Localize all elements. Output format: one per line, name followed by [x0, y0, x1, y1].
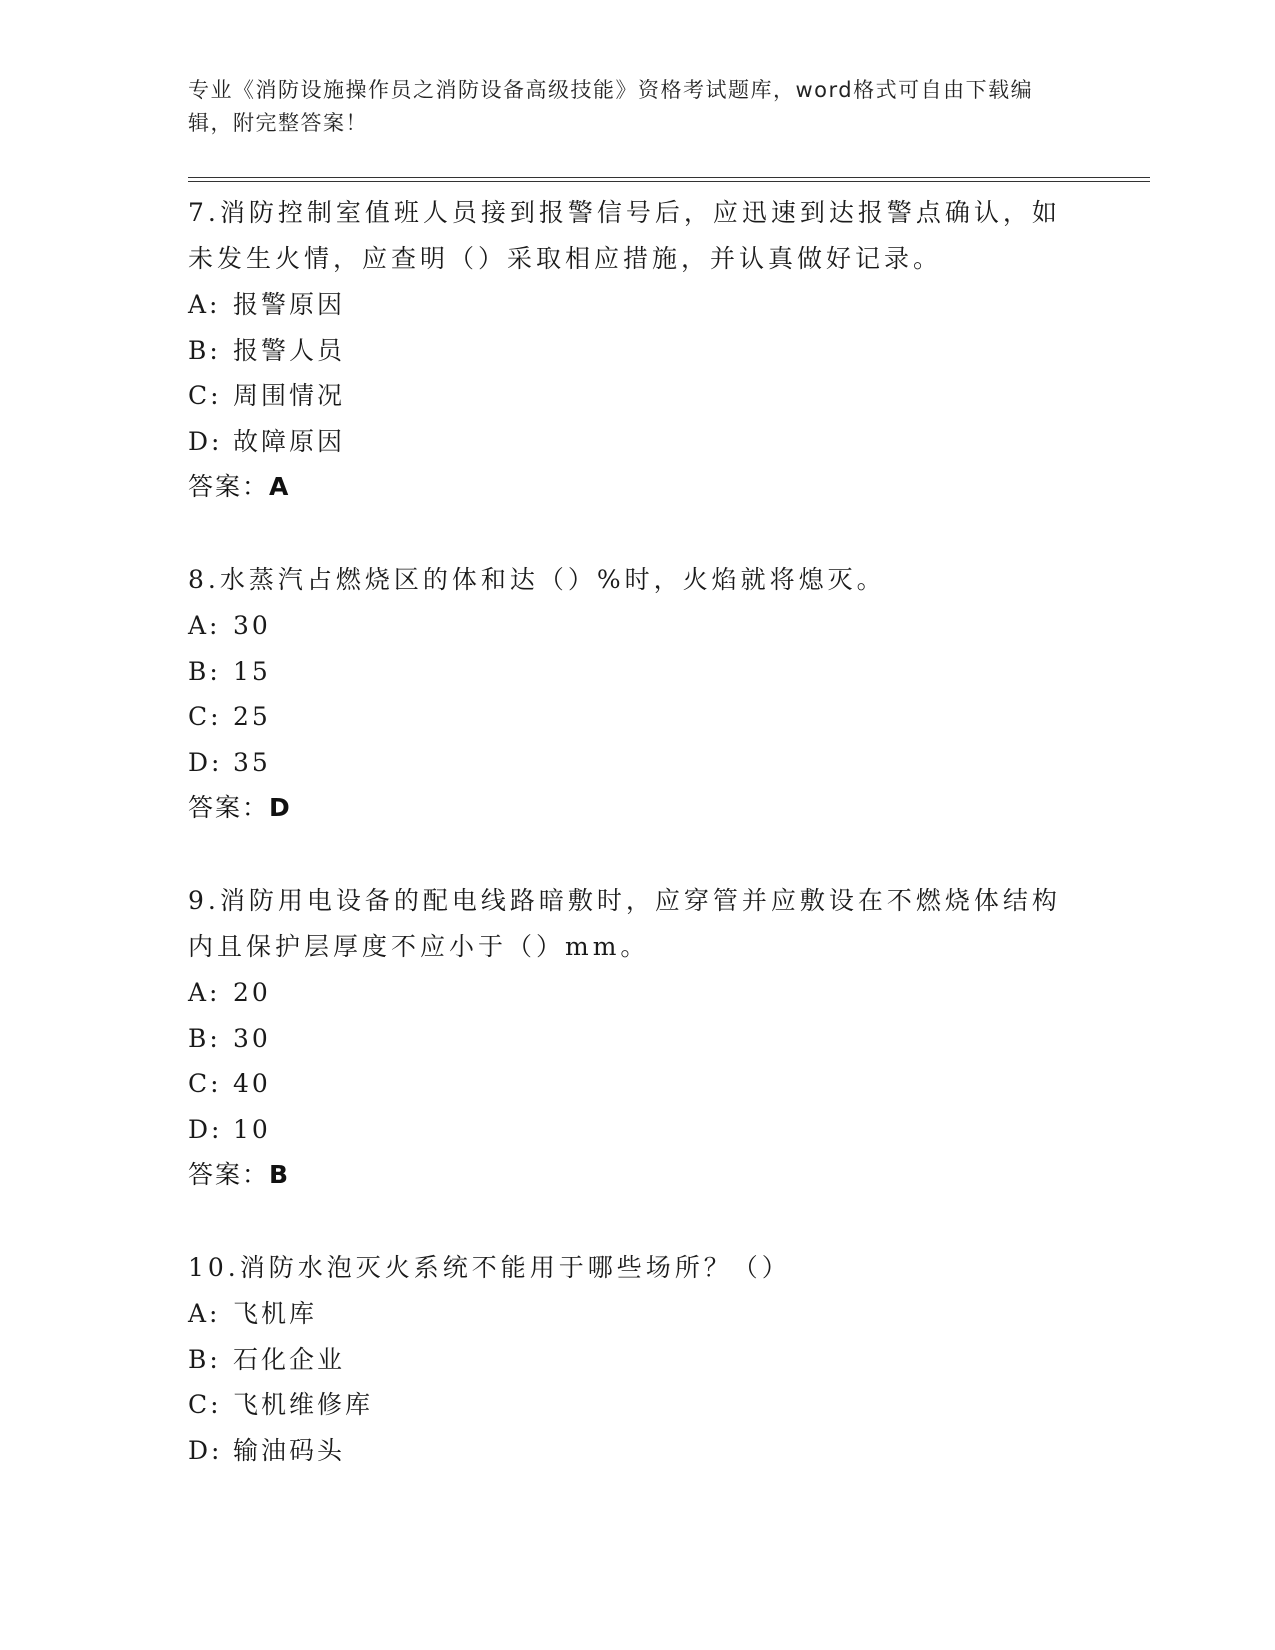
question-10 [188, 1245, 1088, 1473]
option-d [188, 419, 1088, 465]
option-a [188, 603, 1088, 649]
option-key: D: [188, 426, 223, 456]
option-text: 30 [233, 611, 271, 640]
option-key: D: [188, 1114, 223, 1144]
option-text: 10 [233, 1114, 271, 1144]
question-stem: 9.消防用电设备的配电线路暗敷时，应穿管并应敷设在不燃烧体结构内且保护层厚度不应小于（）mm。 [188, 886, 1061, 961]
option-key: D: [188, 747, 223, 777]
question-stem: 7.消防控制室值班人员接到报警信号后，应迅速到达报警点确认，如未发生火情，应查明（）采取相应措施，并认真做好记录。 [188, 198, 1061, 273]
option-c [188, 694, 1088, 740]
question-stem: 8.水蒸汽占燃烧区的体和达（）%时，火焰就将熄灭。 [188, 565, 886, 594]
option-text: 20 [233, 978, 271, 1007]
question-list [188, 190, 1088, 1521]
answer-line [188, 464, 1088, 509]
answer-value: D [269, 793, 292, 822]
option-key: A: [188, 611, 221, 640]
question-8 [188, 557, 1088, 830]
question-7 [188, 190, 1088, 509]
answer-line [188, 1152, 1088, 1197]
option-text: 15 [233, 656, 271, 686]
option-d [188, 1107, 1088, 1153]
option-text: 输油码头 [233, 1435, 346, 1465]
option-key: D: [188, 1435, 223, 1465]
option-d [188, 1428, 1088, 1474]
answer-value: A [269, 472, 291, 501]
option-key: C: [188, 381, 222, 410]
option-b [188, 1016, 1088, 1062]
answer-value: B [269, 1160, 291, 1189]
option-text: 石化企业 [233, 1344, 346, 1374]
option-b [188, 328, 1088, 374]
option-a [188, 282, 1088, 328]
option-text: 30 [233, 1023, 271, 1053]
option-d [188, 740, 1088, 786]
question-9 [188, 878, 1088, 1197]
option-text: 故障原因 [233, 426, 346, 456]
option-b [188, 1337, 1088, 1383]
option-a [188, 1291, 1088, 1337]
option-text: 25 [233, 702, 271, 731]
option-c [188, 1061, 1088, 1107]
question-stem: 10.消防水泡灭火系统不能用于哪些场所？（） [188, 1253, 791, 1282]
option-key: A: [188, 978, 221, 1007]
option-text: 飞机库 [233, 1299, 318, 1328]
option-key: B: [188, 1344, 221, 1374]
answer-line [188, 785, 1088, 830]
option-b [188, 649, 1088, 695]
option-text: 报警人员 [233, 335, 346, 365]
answer-label: 答案： [188, 472, 270, 501]
answer-label: 答案： [188, 1160, 270, 1189]
option-c [188, 373, 1088, 419]
option-key: A: [188, 290, 221, 319]
header-divider-bottom [188, 181, 1150, 182]
option-key: A: [188, 1299, 221, 1328]
answer-label: 答案： [188, 793, 270, 822]
option-key: B: [188, 656, 221, 686]
option-key: B: [188, 1023, 221, 1053]
option-text: 报警原因 [233, 290, 346, 319]
header-divider-top [188, 177, 1150, 178]
option-key: C: [188, 1390, 222, 1419]
option-text: 40 [233, 1069, 271, 1098]
option-a [188, 970, 1088, 1016]
option-text: 周围情况 [233, 381, 346, 410]
option-text: 飞机维修库 [233, 1390, 374, 1419]
document-intro: 专业《消防设施操作员之消防设备高级技能》资格考试题库，word格式可自由下载编辑，附完整答案！ [188, 78, 1034, 135]
option-c [188, 1382, 1088, 1428]
option-text: 35 [233, 747, 271, 777]
option-key: B: [188, 335, 221, 365]
option-key: C: [188, 1069, 222, 1098]
option-key: C: [188, 702, 222, 731]
